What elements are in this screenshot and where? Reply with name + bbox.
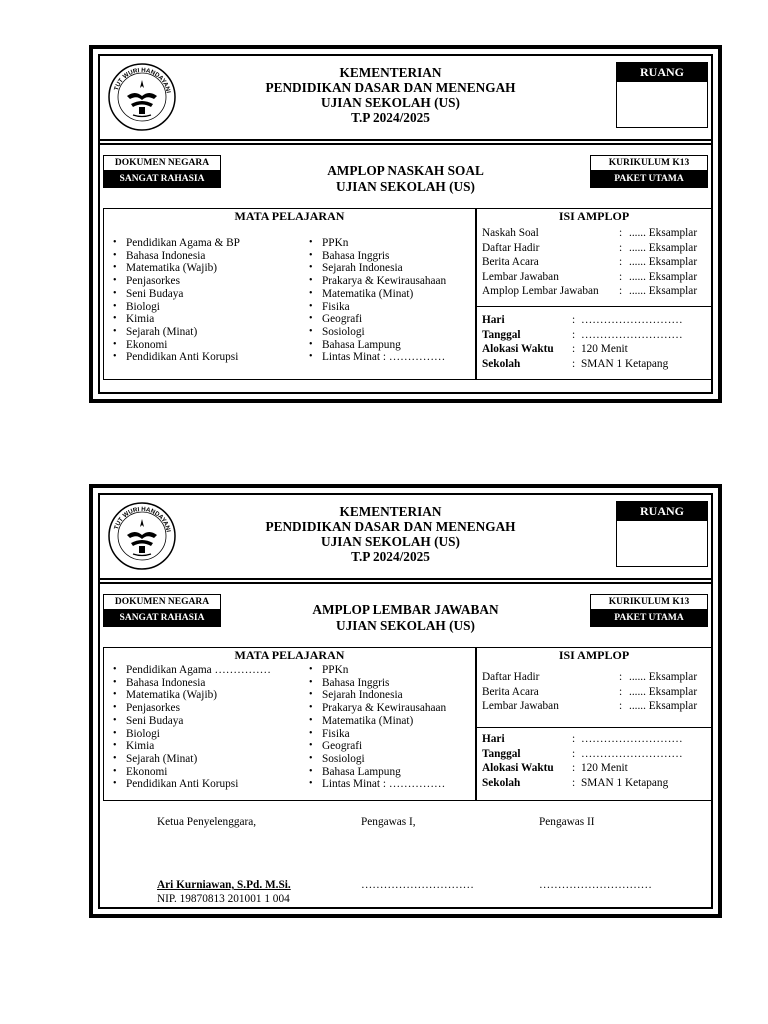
exam-info-list <box>482 313 707 371</box>
subject-item: • Lintas Minat : …………… <box>305 778 446 791</box>
subject-item: • Kimia <box>109 313 240 326</box>
exam-info-list <box>482 732 707 790</box>
info-value: SMAN 1 Ketapang <box>581 357 669 370</box>
isi-row: Amplop Lembar Jawaban : ...... Eksamplar <box>482 285 698 298</box>
info-row: Tanggal : ……………………… <box>482 747 683 760</box>
info-value: ……………………… <box>581 328 683 341</box>
ministry-header-line: KEMENTERIAN <box>339 65 442 80</box>
ministry-header <box>180 504 601 564</box>
pengawas2-signature-blank: ………………………… <box>539 879 652 891</box>
subject-item: • Sejarah Indonesia <box>305 262 446 275</box>
isi-divider <box>477 727 711 728</box>
subject-item: • Biologi <box>109 301 240 314</box>
ruang-label: RUANG <box>617 502 707 521</box>
isi-amplop-list <box>482 670 707 714</box>
envelope-title <box>230 163 581 194</box>
subject-list-col1 <box>109 237 240 364</box>
subject-item: • Matematika (Minat) <box>305 715 446 728</box>
logo-motto-text: TUT WURI HANDAYANI <box>112 505 172 533</box>
ministry-header-line: PENDIDIKAN DASAR DAN MENENGAH <box>265 519 516 534</box>
subject-item: • Penjasorkes <box>109 702 271 715</box>
envelope-label-naskah-soal <box>89 45 722 403</box>
subject-item: • Seni Budaya <box>109 288 240 301</box>
isi-item-label: Lembar Jawaban <box>482 700 559 713</box>
info-label: Hari <box>482 733 505 745</box>
dokumen-negara-label: DOKUMEN NEGARA <box>103 155 221 171</box>
isi-amplop-list <box>482 226 707 299</box>
envelope-title <box>230 602 581 633</box>
tut-wuri-handayani-logo <box>107 501 177 571</box>
info-label: Hari <box>482 314 505 326</box>
isi-amplop-box <box>476 647 712 801</box>
subject-item: • Biologi <box>109 728 271 741</box>
subject-list-col1 <box>109 664 271 791</box>
subject-item: • Matematika (Minat) <box>305 288 446 301</box>
ministry-header <box>180 65 601 125</box>
subject-item: • PPKn <box>305 664 446 677</box>
sangat-rahasia-label: SANGAT RAHASIA <box>103 171 221 188</box>
isi-item-value: ...... Eksamplar <box>629 700 698 713</box>
paket-utama-label: PAKET UTAMA <box>590 610 708 627</box>
isi-item-value: ...... Eksamplar <box>629 256 698 269</box>
ketua-name: Ari Kurniawan, S.Pd. M.Si. <box>157 879 291 891</box>
isi-item-label: Amplop Lembar Jawaban <box>482 285 599 298</box>
ministry-header-line: UJIAN SEKOLAH (US) <box>321 95 460 110</box>
subject-item: • Ekonomi <box>109 339 240 352</box>
isi-item-label: Berita Acara <box>482 256 539 269</box>
ministry-header-line: KEMENTERIAN <box>339 504 442 519</box>
ministry-header-line: PENDIDIKAN DASAR DAN MENENGAH <box>265 80 516 95</box>
document-classification-tag <box>103 155 221 188</box>
isi-row: Naskah Soal : ...... Eksamplar <box>482 227 698 239</box>
ruang-box <box>616 62 708 128</box>
isi-item-label: Berita Acara <box>482 685 539 698</box>
isi-amplop-header: ISI AMPLOP <box>558 209 630 223</box>
isi-item-label: Daftar Hadir <box>482 241 540 254</box>
envelope-inner-frame <box>98 54 713 394</box>
info-label: Sekolah <box>482 357 521 370</box>
subject-item: • Prakarya & Kewirausahaan <box>305 702 446 715</box>
subject-item: • Ekonomi <box>109 766 271 779</box>
ketua-nip: NIP. 19870813 201001 1 004 <box>157 893 290 905</box>
header-divider <box>100 578 711 584</box>
isi-row: Daftar Hadir : ...... Eksamplar <box>482 671 698 683</box>
subject-item: • Fisika <box>305 728 446 741</box>
info-label: Alokasi Waktu <box>482 343 554 355</box>
subject-item: • Sejarah (Minat) <box>109 326 240 339</box>
isi-item-label: Naskah Soal <box>482 227 539 239</box>
info-row: Alokasi Waktu : 120 Menit <box>482 762 628 774</box>
kurikulum-label: KURIKULUM K13 <box>590 155 708 171</box>
subject-item: • Pendidikan Agama & BP <box>109 237 240 250</box>
isi-item-value: ...... Eksamplar <box>629 227 698 239</box>
subject-item: • Sejarah Indonesia <box>305 689 446 702</box>
ministry-header-line: UJIAN SEKOLAH (US) <box>321 534 460 549</box>
subject-item: • Bahasa Lampung <box>305 339 446 352</box>
subject-item: • Lintas Minat : …………… <box>305 351 446 364</box>
dokumen-negara-label: DOKUMEN NEGARA <box>103 594 221 610</box>
mata-pelajaran-header: MATA PELAJARAN <box>234 209 345 223</box>
ketua-title: Ketua Penyelenggara, <box>157 816 257 828</box>
info-row: Hari : ……………………… <box>482 314 683 326</box>
info-label: Tanggal <box>482 747 521 760</box>
isi-item-value: ...... Eksamplar <box>629 241 698 254</box>
ruang-box <box>616 501 708 567</box>
info-value: ……………………… <box>581 314 683 326</box>
envelope-title-line: UJIAN SEKOLAH (US) <box>336 617 475 633</box>
subject-item: • PPKn <box>305 237 446 250</box>
subject-item: • Matematika (Wajib) <box>109 262 240 275</box>
envelope-title-line: AMPLOP NASKAH SOAL <box>327 163 484 178</box>
info-row: Sekolah : SMAN 1 Ketapang <box>482 357 669 370</box>
header-divider <box>100 139 711 145</box>
subject-item: • Penjasorkes <box>109 275 240 288</box>
subject-item: • Bahasa Indonesia <box>109 250 240 263</box>
info-label: Sekolah <box>482 776 521 789</box>
tut-wuri-handayani-logo <box>107 62 177 132</box>
subject-item: • Pendidikan Agama …………… <box>109 664 271 677</box>
curriculum-tag <box>590 594 708 627</box>
subject-item: • Geografi <box>305 740 446 753</box>
info-value: SMAN 1 Ketapang <box>581 776 669 789</box>
isi-item-label: Lembar Jawaban <box>482 270 559 283</box>
ministry-header-line: T.P 2024/2025 <box>351 110 430 125</box>
subject-item: • Prakarya & Kewirausahaan <box>305 275 446 288</box>
info-value: 120 Menit <box>581 762 628 774</box>
envelope-title-line: AMPLOP LEMBAR JAWABAN <box>312 602 499 617</box>
subject-item: • Sosiologi <box>305 326 446 339</box>
info-label: Alokasi Waktu <box>482 762 554 774</box>
subject-item: • Bahasa Lampung <box>305 766 446 779</box>
info-value: 120 Menit <box>581 343 628 355</box>
isi-amplop-box <box>476 208 712 380</box>
subject-item: • Sosiologi <box>305 753 446 766</box>
mata-pelajaran-box <box>103 208 476 380</box>
curriculum-tag <box>590 155 708 188</box>
info-row: Sekolah : SMAN 1 Ketapang <box>482 776 669 789</box>
subject-item: • Pendidikan Anti Korupsi <box>109 351 240 364</box>
subject-item: • Matematika (Wajib) <box>109 689 271 702</box>
subject-item: • Fisika <box>305 301 446 314</box>
subject-list-col2 <box>305 237 446 364</box>
document-classification-tag <box>103 594 221 627</box>
isi-item-value: ...... Eksamplar <box>629 671 698 683</box>
subject-list-col2 <box>305 664 446 791</box>
subject-item: • Sejarah (Minat) <box>109 753 271 766</box>
kurikulum-label: KURIKULUM K13 <box>590 594 708 610</box>
subject-item: • Pendidikan Anti Korupsi <box>109 778 271 791</box>
info-value: ……………………… <box>581 747 683 760</box>
info-row: Hari : ……………………… <box>482 733 683 745</box>
subject-item: • Bahasa Indonesia <box>109 677 271 690</box>
info-label: Tanggal <box>482 328 521 341</box>
info-row: Alokasi Waktu : 120 Menit <box>482 343 628 355</box>
subject-item: • Bahasa Inggris <box>305 250 446 263</box>
ministry-header-line: T.P 2024/2025 <box>351 549 430 564</box>
subject-item: • Bahasa Inggris <box>305 677 446 690</box>
info-row: Tanggal : ……………………… <box>482 328 683 341</box>
isi-item-value: ...... Eksamplar <box>629 285 698 298</box>
envelope-label-lembar-jawaban <box>89 484 722 918</box>
mata-pelajaran-header: MATA PELAJARAN <box>234 648 345 662</box>
isi-row: Lembar Jawaban : ...... Eksamplar <box>482 270 698 283</box>
envelope-inner-frame <box>98 493 713 909</box>
paket-utama-label: PAKET UTAMA <box>590 171 708 188</box>
isi-amplop-header: ISI AMPLOP <box>558 648 630 662</box>
sangat-rahasia-label: SANGAT RAHASIA <box>103 610 221 627</box>
isi-row: Lembar Jawaban : ...... Eksamplar <box>482 700 698 713</box>
isi-row: Berita Acara : ...... Eksamplar <box>482 256 698 269</box>
logo-motto-text: TUT WURI HANDAYANI <box>112 66 172 94</box>
isi-divider <box>477 306 711 307</box>
isi-item-value: ...... Eksamplar <box>629 270 698 283</box>
subject-item: • Seni Budaya <box>109 715 271 728</box>
isi-item-value: ...... Eksamplar <box>629 685 698 698</box>
mata-pelajaran-box <box>103 647 476 801</box>
subject-item: • Kimia <box>109 740 271 753</box>
pengawas1-title: Pengawas I, <box>361 816 416 828</box>
subject-item: • Geografi <box>305 313 446 326</box>
ruang-label: RUANG <box>617 63 707 82</box>
info-value: ……………………… <box>581 733 683 745</box>
envelope-title-line: UJIAN SEKOLAH (US) <box>336 178 475 194</box>
pengawas1-signature-blank: ………………………… <box>361 879 474 891</box>
pengawas2-title: Pengawas II <box>539 816 595 828</box>
isi-row: Daftar Hadir : ...... Eksamplar <box>482 241 698 254</box>
isi-item-label: Daftar Hadir <box>482 671 540 683</box>
isi-row: Berita Acara : ...... Eksamplar <box>482 685 698 698</box>
